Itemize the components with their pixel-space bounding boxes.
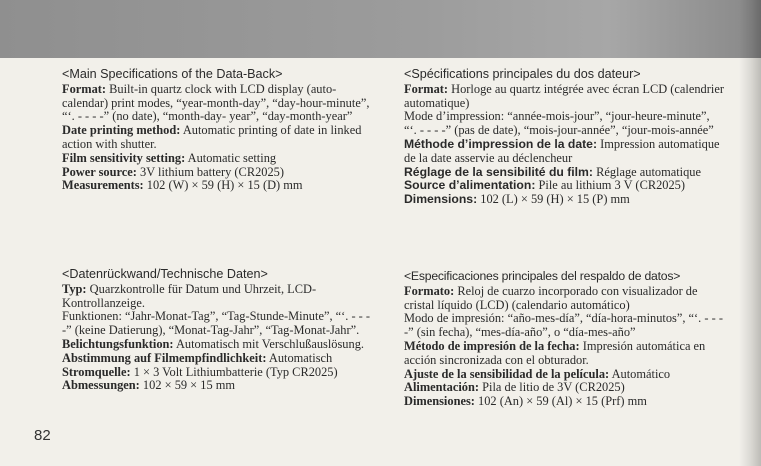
french-heading: <Spécifications principales du dos dateur> (404, 67, 641, 81)
spanish-dim-label: Dimensiones: (404, 394, 475, 409)
english-power-source (62, 166, 380, 180)
spanish-metodo-label: Método de impresión de la fecha: (404, 338, 580, 353)
english-film-label: Film sensitivity setting: (62, 150, 186, 165)
french-format (404, 83, 724, 111)
spanish-formato-label: Formato: (404, 283, 455, 298)
english-format-label: Format: (62, 81, 107, 96)
spanish-modo: Modo de impresión: “año-mes-día”, “día-hora-minutos”, “‘. - - - -” (sin fecha), “mes-día-año”, o “día-mes-año” (404, 311, 723, 340)
french-dimensions (404, 193, 724, 207)
french-format-label: Format: (404, 81, 449, 96)
german-strom-label: Stromquelle: (62, 364, 131, 379)
english-power-text: 3V lithium battery (CR2025) (140, 164, 284, 179)
french-methode-label: Méthode d’impression de la date: (404, 136, 598, 151)
french-dim-text: 102 (L) × 59 (H) × 15 (P) mm (480, 192, 630, 207)
english-film-sensitivity (62, 152, 380, 166)
german-specifications (62, 268, 380, 393)
english-date-printing (62, 124, 380, 152)
french-reglage (404, 166, 724, 180)
spanish-metodo-text: Impresión automática en acción sincronizada con el obturador. (404, 338, 706, 367)
spanish-ajuste-label: Ajuste de la sensibilidad de la película: (404, 366, 610, 381)
french-reglage-text: Réglage automatique (596, 164, 702, 179)
spanish-metodo (404, 340, 724, 368)
english-power-label: Power source: (62, 164, 137, 179)
english-specifications (62, 68, 380, 193)
english-measure-label: Measurements: (62, 178, 144, 193)
german-belichtung (62, 338, 380, 352)
german-heading: <Datenrückwand/Technische Daten> (62, 267, 268, 281)
french-methode-text: Impression automatique de la date asservie au déclencheur (404, 136, 720, 165)
spanish-specifications (404, 270, 724, 409)
french-source-text: Pile au lithium 3 V (CR2025) (538, 178, 685, 193)
english-format-text: Built-in quartz clock with LCD display (auto-calendar) print modes, “year-month-day”, “day-hour-minute”, “‘. - - - -” (no date), “month-day- year”, “day-month-year” (62, 81, 370, 124)
spanish-alim-label: Alimentación: (404, 380, 480, 395)
english-measurements (62, 179, 380, 193)
spanish-formato-text: Reloj de cuarzo incorporado con visualizador de cristal líquido (LCD) (calendario automático) (404, 283, 698, 312)
spanish-ajuste (404, 368, 724, 382)
english-measure-text: 102 (W) × 59 (H) × 15 (D) mm (146, 178, 303, 193)
german-typ (62, 283, 380, 311)
french-source-label: Source d’alimentation: (404, 178, 536, 193)
german-funktionen: Funktionen: “Jahr-Monat-Tag”, “Tag-Stunde-Minute”, “‘. - - - -” (keine Datierung), “Monat-Tag-Jahr”, “Tag-Monat-Jahr”. (62, 309, 371, 338)
german-typ-text: Quarzkontrolle für Datum und Uhrzeit, LCD-Kontrollanzeige. (62, 281, 317, 310)
english-heading: <Main Specifications of the Data-Back> (62, 67, 283, 81)
spanish-dim-text: 102 (An) × 59 (Al) × 15 (Prf) mm (478, 394, 647, 409)
top-gray-band (0, 0, 761, 58)
spanish-alimentacion (404, 381, 724, 395)
english-format (62, 83, 380, 124)
french-mode: Mode d’impression: “année-mois-jour”, “jour-heure-minute”, “‘. - - - -” (pas de date), “mois-jour-année”, “jour-mois-année” (404, 109, 714, 138)
english-date-printing-label: Date printing method: (62, 123, 181, 138)
spanish-ajuste-text: Automático (611, 366, 671, 381)
spanish-dimensiones (404, 395, 724, 409)
page-fold-shadow (739, 0, 761, 466)
french-specifications (404, 68, 724, 207)
spanish-heading: <Especificaciones principales del respaldo de datos> (404, 269, 681, 283)
spanish-alim-text: Pila de litio de 3V (CR2025) (482, 380, 625, 395)
german-abstimmung-label: Abstimmung auf Filmempfindlichkeit: (62, 350, 267, 365)
german-abmess-text: 102 × 59 × 15 mm (142, 378, 236, 393)
french-methode (404, 138, 724, 166)
german-belichtung-text: Automatisch mit Verschlußauslösung. (175, 336, 364, 351)
german-belichtung-label: Belichtungsfunktion: (62, 336, 174, 351)
german-abstimmung (62, 352, 380, 366)
french-reglage-label: Réglage de la sensibilité du film: (404, 164, 593, 179)
german-abmess-label: Abmessungen: (62, 378, 140, 393)
german-abstimmung-text: Automatisch (268, 350, 333, 365)
french-source (404, 179, 724, 193)
english-film-text: Automatic setting (187, 150, 277, 165)
german-abmessungen (62, 379, 380, 393)
spanish-formato (404, 285, 724, 313)
english-date-printing-text: Automatic printing of date in linked action with shutter. (62, 123, 362, 151)
page-number: 82 (34, 427, 51, 444)
french-dim-label: Dimensions: (404, 192, 478, 207)
french-format-text: Horloge au quartz intégrée avec écran LCD (calendrier automatique) (404, 81, 724, 110)
german-stromquelle (62, 366, 380, 380)
german-typ-label: Typ: (62, 281, 87, 296)
german-strom-text: 1 × 3 Volt Lithiumbatterie (Typ CR2025) (133, 364, 338, 379)
